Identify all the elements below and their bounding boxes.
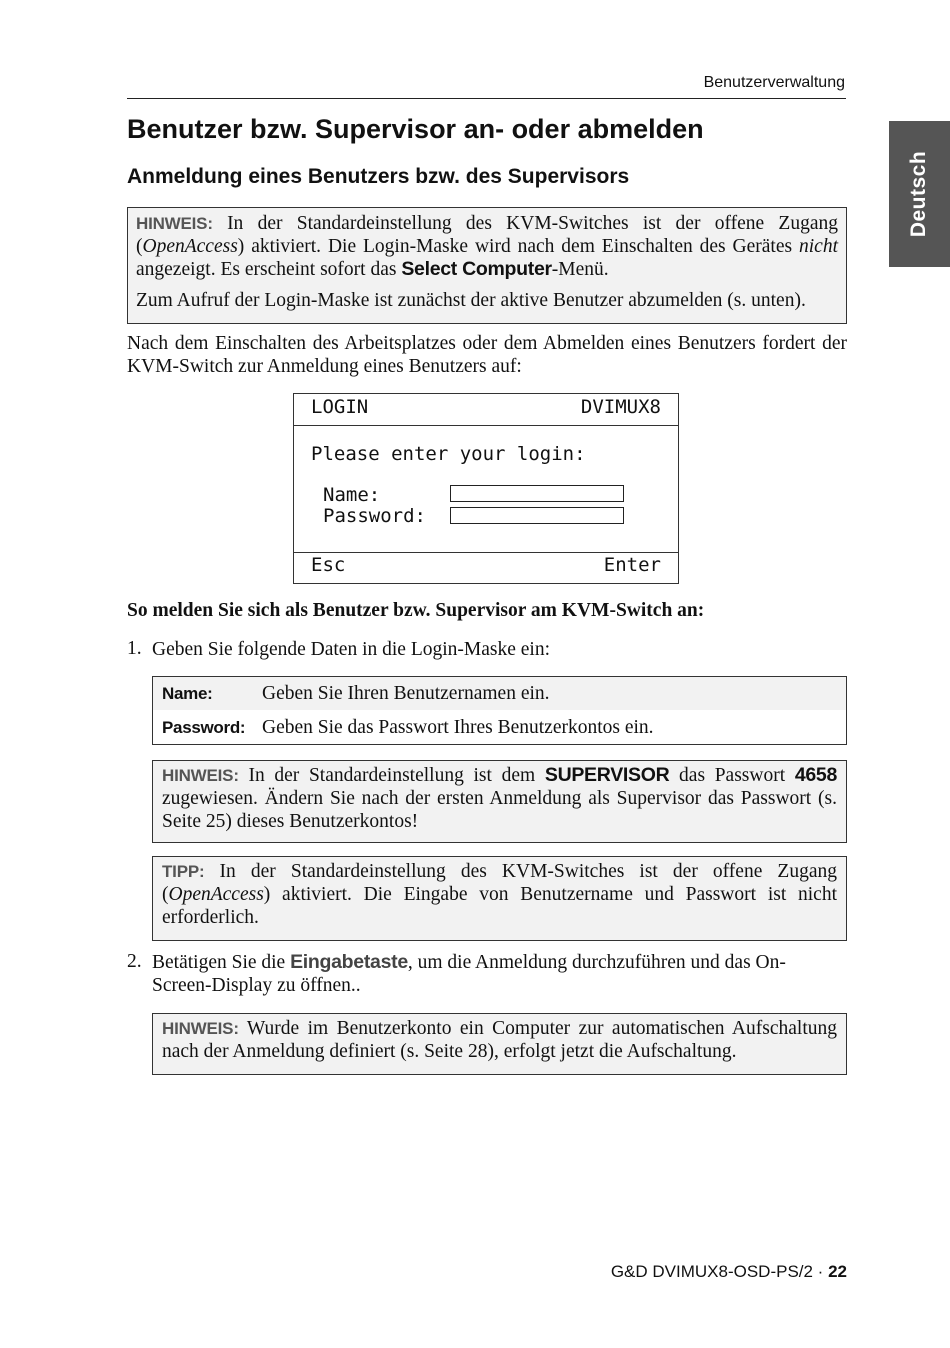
note-text: Wurde im Benutzerkonto ein Computer zur automatischen Aufschaltung nach der Anmeldung definiert (s. Seite 28), erfolgt jetzt die Aufschaltung. (162, 1018, 837, 1062)
enter-key-hint[interactable]: Enter (603, 554, 661, 576)
table-row (153, 677, 846, 710)
note-text: In der Standardeinstellung ist dem (238, 765, 545, 786)
menu-name: Select Computer (401, 258, 552, 280)
login-title: LOGIN (311, 396, 369, 418)
note-auto-switch (152, 1013, 847, 1075)
table-key: Name: (162, 683, 213, 703)
table-row (153, 711, 846, 744)
note-label: HINWEIS: (136, 214, 213, 233)
note-text: In der Standardeinstellung des KVM-Switches ist der offene Zugang ( (162, 861, 837, 905)
note-label: HINWEIS: (162, 1019, 239, 1038)
login-data-table (152, 676, 847, 745)
open-access-term: OpenAccess (142, 236, 238, 257)
table-key: Password: (162, 717, 246, 737)
steps-heading: So melden Sie sich als Benutzer bzw. Supervisor am KVM-Switch an: (127, 600, 705, 621)
tip-open-access (152, 856, 847, 941)
step-text (152, 951, 812, 997)
note-label: HINWEIS: (162, 766, 239, 785)
language-tab (889, 121, 950, 267)
intro-paragraph: Nach dem Einschalten des Arbeitsplatzes oder dem Abmelden eines Benutzers fordert der KVM-Switch zur Anmeldung eines Benutzers auf: (127, 333, 847, 377)
step-text-part: , um die Anmeldung durchzuführen und das On-Screen-Display zu öffnen.. (152, 952, 786, 996)
header-rule (127, 98, 846, 99)
note-text: ) aktiviert. Die Eingabe von Benutzername und Passwort ist nicht erforderlich. (162, 884, 837, 928)
login-screen-header (294, 394, 678, 426)
password-label: Password: (323, 505, 426, 527)
supervisor-term: SUPERVISOR (544, 764, 670, 786)
note-supervisor-password (152, 760, 847, 843)
step-text-part: Betätigen Sie die (152, 952, 291, 973)
note-text: In der Standardeinstellung des KVM-Switches ist der offene Zugang ( (136, 213, 838, 257)
table-value: Geben Sie Ihren Benutzernamen ein. (262, 682, 550, 704)
note-standard-open-access (127, 207, 847, 324)
password-input[interactable] (450, 507, 624, 524)
note-text: -Menü. (551, 259, 609, 280)
note-text: angezeigt. Es erscheint sofort das (136, 259, 402, 280)
product-name: G&D DVIMUX8-OSD-PS/2 · (610, 1262, 829, 1281)
name-input[interactable] (450, 485, 624, 502)
step-number: 1. (127, 638, 142, 659)
language-tab-label: Deutsch (907, 150, 931, 238)
emphasis-text: nicht (799, 236, 838, 257)
note-text: zugewiesen. Ändern Sie nach der ersten Anmeldung als Supervisor das Passwort (s. Seite 25) dieses Benutzerkontos! (162, 788, 837, 832)
name-label: Name: (323, 484, 381, 506)
enter-key-term: Eingabetaste (290, 951, 408, 973)
step-number: 2. (127, 951, 142, 972)
login-screen (293, 393, 679, 584)
open-access-term: OpenAccess (168, 884, 264, 905)
note-text: ) aktiviert. Die Login-Maske wird nach dem Einschalten des Gerätes (237, 236, 799, 257)
step-text: Geben Sie folgende Daten in die Login-Maske ein: (152, 639, 551, 660)
login-screen-footer (294, 552, 678, 583)
page-title: Benutzer bzw. Supervisor an- oder abmelden (127, 114, 704, 144)
esc-key-hint[interactable]: Esc (311, 554, 346, 576)
default-password: 4658 (794, 764, 837, 786)
login-prompt: Please enter your login: (311, 443, 586, 465)
page-number: 22 (828, 1262, 847, 1281)
tip-label: TIPP: (162, 862, 205, 881)
note-text: das Passwort (669, 765, 795, 786)
section-title: Anmeldung eines Benutzers bzw. des Supervisors (127, 165, 630, 188)
page-footer (500, 1262, 847, 1282)
note-paragraph: Zum Aufruf der Login-Maske ist zunächst der aktive Benutzer abzumelden (s. unten). (136, 290, 806, 311)
table-value: Geben Sie das Passwort Ihres Benutzerkontos ein. (262, 716, 654, 738)
device-name: DVIMUX8 (580, 396, 661, 418)
running-header: Benutzerverwaltung (703, 74, 845, 91)
